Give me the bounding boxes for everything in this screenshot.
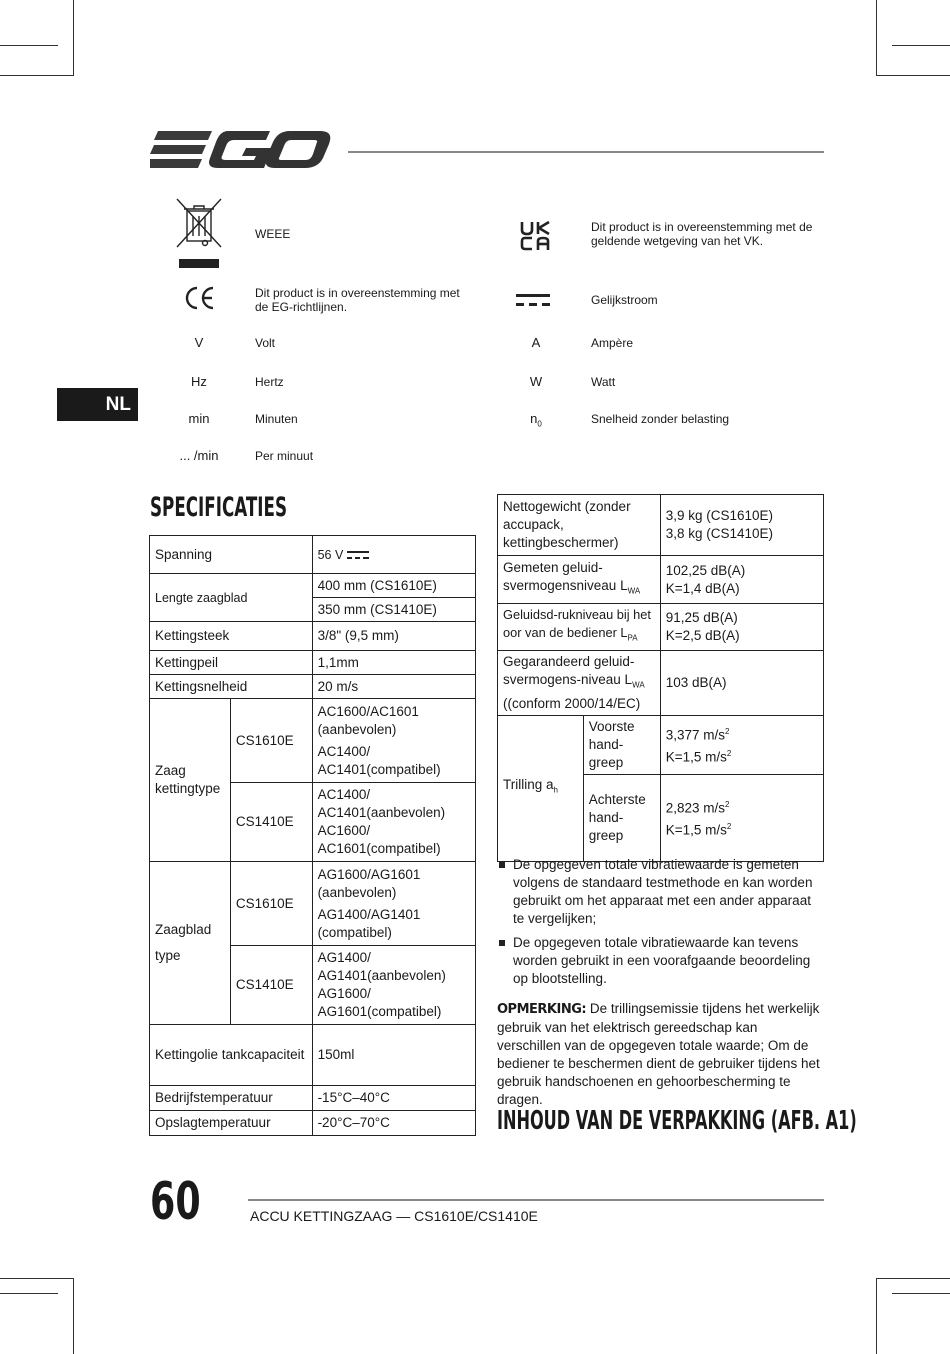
spec-label: Lengte zaagblad — [150, 574, 313, 622]
vibration-notes — [497, 856, 822, 1109]
language-tab-label: NL — [105, 394, 131, 415]
crop-mark — [0, 45, 58, 46]
spec-label: Achterste hand-greep — [583, 774, 660, 861]
spec-label: Kettingpeil — [150, 651, 313, 675]
spec-label: Voorste hand-greep — [583, 715, 660, 774]
spec-model: CS1610E — [230, 699, 312, 783]
language-tab — [57, 388, 138, 421]
symbol-no-load-speed: $n_0$ — [530, 411, 542, 429]
spec-value: -20°C–70°C — [312, 1111, 475, 1136]
spec-value: AG1600/AG1601 (aanbevolen) AG1400/AG1401 (compatibel) — [312, 862, 475, 946]
ukca-mark-icon — [520, 221, 552, 251]
crop-mark — [58, 0, 59, 45]
spec-value: 56 V — [312, 536, 475, 574]
page-number: 60 — [150, 1172, 201, 1232]
spec-value: 20 m/s — [312, 675, 475, 699]
crop-mark — [892, 0, 893, 75]
crop-mark — [0, 1293, 58, 1294]
spec-label: Trilling $a_h$ — [498, 715, 584, 861]
symbol-per-min: ... /min — [179, 448, 219, 463]
spec-value: 103 dB(A) — [660, 651, 823, 716]
symbol-desc-ce: Dit product is in overeenstemming met de EG-richtlijnen. — [255, 286, 460, 314]
spec-value: 3/8" (9,5 mm) — [312, 622, 475, 651]
spec-label: Kettingsnelheid — [150, 675, 313, 699]
crop-mark — [876, 1278, 877, 1354]
symbol-desc-no-load-speed: Snelheid zonder belasting — [591, 412, 730, 426]
spec-label: Nettogewicht (zonder accupack, kettingbeschermer) — [498, 495, 661, 556]
crop-mark — [892, 45, 950, 46]
spec-value: AC1400/ AC1401(aanbevolen) AC1600/ AC1601(compatibel) — [312, 783, 475, 862]
crop-mark — [892, 1293, 950, 1294]
crop-mark — [876, 0, 877, 75]
spec-value: 1,1mm — [312, 651, 475, 675]
crop-mark — [73, 1278, 74, 1354]
crop-mark — [73, 0, 74, 75]
list-item: De opgegeven totale vibratiewaarde is gemeten volgens de standaard testmethode en kan worden gebruikt om het apparaat met een ander apparaat te vergelijken; — [497, 856, 822, 928]
spec-value: 102,25 dB(A) K=1,4 dB(A) — [660, 556, 823, 604]
spec-label: Zaag kettingtype — [150, 699, 231, 862]
spec-value: 400 mm (CS1610E) — [312, 574, 475, 598]
spec-value: AG1400/ AG1401(aanbevolen) AG1600/ AG1601(compatibel) — [312, 946, 475, 1025]
list-item: De opgegeven totale vibratiewaarde kan tevens worden gebruikt in een voorafgaande beoordeling op blootstelling. — [497, 934, 822, 988]
spec-value: 91,25 dB(A) K=2,5 dB(A) — [660, 604, 823, 651]
spec-label: Geluidsd-rukniveau bij het oor van de bediener $L_{PA}$ — [498, 604, 661, 651]
symbol-volt: V — [194, 335, 204, 350]
symbol-desc-ukca: Dit product is in overeenstemming met de geldende wetgeving van het VK. — [591, 220, 813, 248]
remark-label: OPMERKING: — [497, 1002, 587, 1017]
spec-label: Bedrijfstemperatuur — [150, 1086, 313, 1111]
symbol-ampere: A — [531, 335, 541, 350]
footer-title: ACCU KETTINGZAAG — CS1610E/CS1410E — [250, 1208, 538, 1224]
header-rule — [348, 151, 824, 153]
crop-mark — [0, 75, 74, 76]
spec-value: AC1600/AC1601 (aanbevolen) AC1400/ AC1401(compatibel) — [312, 699, 475, 783]
spec-value: 3,377 $m/s^2$ K=1,5 $m/s^2$ — [660, 715, 823, 774]
specs-table — [149, 535, 476, 1136]
spec-value: 150ml — [312, 1025, 475, 1086]
specs-heading: SPECIFICATIES — [150, 492, 288, 523]
symbol-hertz: Hz — [191, 374, 207, 389]
spec-label: Spanning — [150, 536, 313, 574]
symbol-min: min — [188, 411, 210, 426]
symbol-desc-weee: WEEE — [255, 227, 291, 241]
direct-current-icon — [347, 550, 369, 560]
symbol-desc-hertz: Hertz — [255, 375, 284, 389]
spec-value: 3,9 kg (CS1610E) 3,8 kg (CS1410E) — [660, 495, 823, 556]
ce-mark-icon — [184, 286, 216, 310]
spec-label: Kettingolie tankcapaciteit — [150, 1025, 313, 1086]
symbol-desc-watt: Watt — [591, 375, 616, 389]
symbol-desc-ampere: Ampère — [591, 336, 634, 350]
remark-paragraph: OPMERKING: De trillingsemissie tijdens het werkelijk gebruik van het elektrisch gereedschap kan verschillen van de opgegeven totale waarde; Om de bediener te beschermen dient de gebruiker tijdens het gebruik handschoenen en gehoorbescherming te dragen. — [497, 1001, 820, 1107]
contents-heading: INHOUD VAN DE VERPAKKING (AFB. A1) — [497, 1106, 857, 1136]
crop-mark — [876, 75, 950, 76]
direct-current-icon — [516, 292, 550, 308]
symbol-desc-volt: Volt — [255, 336, 276, 350]
symbol-desc-per-min: Per minuut — [255, 449, 314, 463]
spec-label: Gemeten geluid-svermogensniveau $L_{WA}$ — [498, 556, 661, 604]
spec-label: Opslagtemperatuur — [150, 1111, 313, 1136]
spec-value: 350 mm (CS1410E) — [312, 598, 475, 622]
ego-logo — [150, 130, 332, 172]
crop-mark — [0, 1278, 74, 1279]
spec-model: CS1410E — [230, 946, 312, 1025]
spec-model: CS1610E — [230, 862, 312, 946]
specs-table-2 — [497, 494, 824, 862]
symbol-desc-dc: Gelijkstroom — [591, 293, 658, 307]
spec-label: Gegarandeerd geluid-svermogens-niveau $L_{WA}$ ((conform 2000/14/EC) — [498, 651, 661, 716]
spec-label: Kettingsteek — [150, 622, 313, 651]
spec-value: 2,823 $m/s^2$ K=1,5 $m/s^2$ — [660, 774, 823, 861]
weee-bin-icon — [174, 196, 224, 270]
crop-mark — [876, 1278, 950, 1279]
spec-value: -15°C–40°C — [312, 1086, 475, 1111]
symbol-desc-min: Minuten — [255, 412, 298, 426]
footer-rule — [248, 1199, 824, 1201]
symbol-watt: W — [529, 374, 543, 389]
spec-label: Zaagblad type — [150, 862, 231, 1025]
spec-model: CS1410E — [230, 783, 312, 862]
